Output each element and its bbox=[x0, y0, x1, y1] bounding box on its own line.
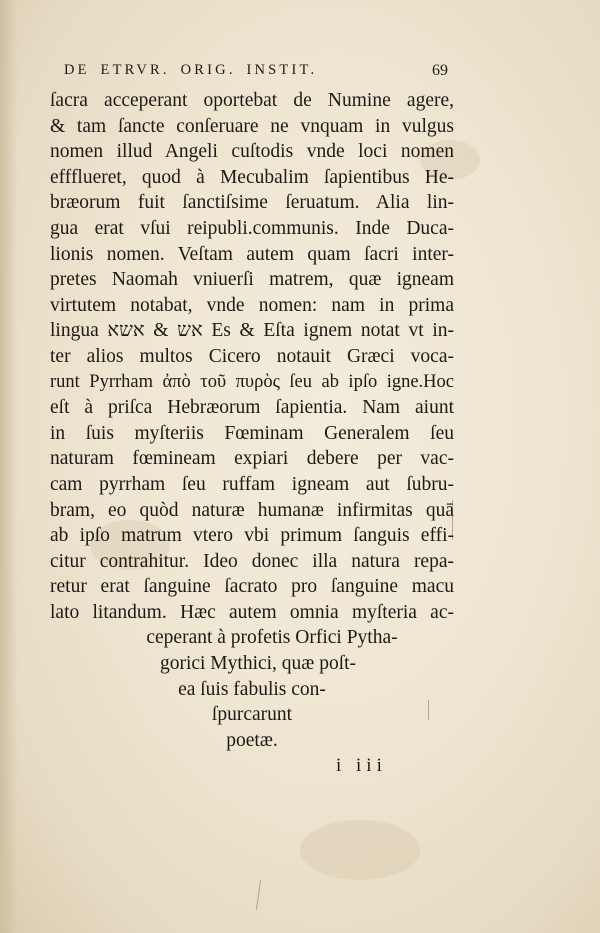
text-line: eſt à priſca Hebræorum ſapientia. Nam aiunt bbox=[50, 397, 454, 419]
text-line: bræorum fuit ſanctiſsime ſeruatum. Alia lin- bbox=[50, 192, 454, 214]
text-line: virtutem notabat, vnde nomen: nam in prima bbox=[50, 294, 454, 316]
text-line: poetæ. bbox=[226, 729, 278, 751]
text-line: retur erat ſanguine ſacrato pro ſanguine macu bbox=[50, 576, 454, 598]
text-line: bram, eo quòd naturæ humanæ infirmitas quā bbox=[50, 499, 454, 521]
text-line: nomen illud Angeli cuſtodis vnde loci nomen bbox=[50, 141, 454, 163]
text-line: & tam ſancte conſeruare ne vnquam in vulgus bbox=[50, 115, 454, 137]
page-number: 69 bbox=[432, 62, 448, 79]
text-line: lionis nomen. Veſtam autem quam ſacri inter- bbox=[50, 243, 454, 265]
text-line: in ſuis myſteriis Fœminam Generalem ſeu bbox=[50, 422, 454, 444]
text-line: gua erat vſui reipubli.communis. Inde Duca- bbox=[50, 217, 454, 239]
signature-mark: i iii bbox=[336, 755, 387, 776]
running-head: DE ETRVR. ORIG. INSTIT. bbox=[64, 62, 318, 78]
text-line: ſacra acceperant oportebat de Numine agere, bbox=[50, 90, 454, 111]
text-line: ab ipſo matrum vtero vbi primum ſanguis effi- bbox=[50, 525, 454, 547]
text-line: cam pyrrham ſeu ruffam igneam aut ſubru- bbox=[50, 473, 454, 495]
text-line: citur contrahitur. Ideo donec illa natura repa- bbox=[50, 550, 454, 572]
text-line: lato litandum. Hæc autem omnia myſteria ac- bbox=[50, 601, 454, 623]
text-line: pretes Naomah vniuerſi matrem, quæ igneam bbox=[50, 269, 454, 291]
text-line: naturam fœmineam expiari debere per vac- bbox=[50, 448, 454, 470]
paper-stain bbox=[300, 820, 420, 880]
text-line: gorici Mythici, quæ poſt- bbox=[159, 653, 357, 675]
page-gutter-shadow bbox=[0, 0, 18, 933]
margin-mark bbox=[428, 700, 429, 720]
text-line: lingua אש & אשא Es & Eſta ignem notat vt in- bbox=[50, 320, 454, 342]
body-text bbox=[50, 88, 454, 753]
text-line: ceperant à profetis Orfici Pytha- bbox=[146, 627, 398, 649]
text-line: ſpurcarunt bbox=[211, 704, 293, 726]
margin-mark bbox=[452, 500, 453, 540]
text-line: ea ſuis fabulis con- bbox=[178, 678, 326, 700]
text-line: runt Pyrrham ἀπὸ τοῦ πυρὸς ſeu ab ipſo igne.Hoc bbox=[50, 371, 454, 392]
page-header bbox=[64, 62, 448, 86]
text-line: effflueret, quod à Mecubalim ſapientibus He- bbox=[50, 166, 454, 188]
text-line: ter alios multos Cicero notauit Græci voca- bbox=[50, 345, 454, 367]
margin-mark bbox=[256, 880, 261, 910]
